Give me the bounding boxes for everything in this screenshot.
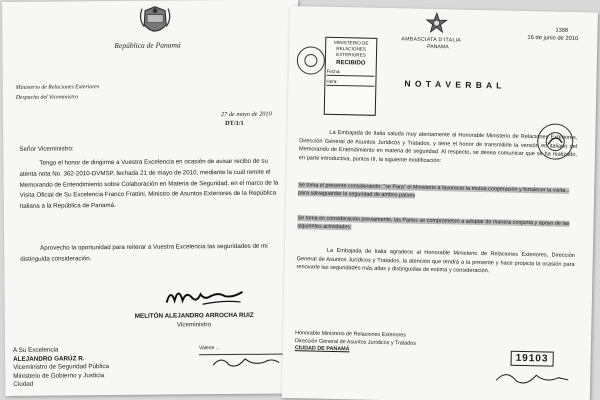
quoted-text-1-content: Se toma el presente considerando: "se Para" el Ministerio a favorecer la mutua cooperación y fortalecer la visita... para salvaguardar la seguridad de ambos países [298, 182, 570, 199]
addressee-city: CIUDAD DE PANAMÁ [294, 345, 350, 353]
body-paragraph-1: Tengo el honor de dirigirme a Vuestra Excelencia en ocasión de avisar recibo de su atenta nota No. 362-2010-DVMSP, fechada 21 de mayo de 2010, mediante la cual remite el Memorando de Entendimiento sobre Colaboración en Materia de Seguridad, en el marco de la Visita Oficial de Su Excelencia Franco Frattini, Ministro de Asuntos Exteriores de la República Italiana a la República de Panamá. [19, 157, 279, 211]
receipt-stamp: Valerie ... [199, 344, 285, 355]
embassy-city: PANAMA [427, 43, 449, 51]
addressee-line: Viceministro de Seguridad Pública [13, 363, 110, 372]
office-name: Despacho del Viceministro [15, 94, 79, 101]
emblem-icon [425, 11, 447, 35]
quoted-text-1 [298, 181, 576, 203]
panama-letter [2, 0, 301, 396]
circular-seal [297, 46, 326, 75]
republic-header: República de Panamá [114, 40, 181, 51]
stamp-line: Hora: [326, 79, 374, 87]
coat-of-arms-icon [138, 5, 172, 41]
salutation: Señor Viceministro: [19, 145, 74, 153]
bottom-stamp: 19103 [511, 351, 554, 367]
quoted-text-2 [297, 214, 575, 236]
signature-mark [162, 282, 246, 311]
note-date: 16 de junio de 2010 [527, 34, 579, 43]
receipt-initials [211, 353, 281, 372]
letter-date: 27 de mayo de 2010 [220, 110, 272, 119]
stamp-line: Fecha: [327, 69, 375, 77]
stamp-line: RELACIONES [336, 45, 366, 52]
ministry-name: Ministerio de Relaciones Exteriores [15, 84, 100, 91]
stamp-line: MINISTERIO DE [333, 39, 369, 46]
letter-ref: DT/1/1 [225, 119, 244, 128]
note-addressee [295, 330, 417, 355]
body-paragraph-2: Aprovecho la oportunidad para reiterar a Vuestra Excelencia las seguridades de mi distinguida consideración. [20, 242, 268, 263]
note-paragraph-2: La Embajada de Italia agradece al Honorable Ministerio de Relaciones Exteriores, Dirección General de Asuntos Jurídicos y Tratados, la atención que tendrá a la presente y hace propicia la ocasión para renovarle las seguridades más altas y distinguidas de estima y consideración. [296, 247, 575, 275]
addressee-line: A Su Excelencia [13, 346, 59, 354]
signer-name: MELITÓN ALEJANDRO ARROCHA RUIZ [134, 311, 254, 320]
addressee-name: ALEJANDRO GARÚZ R. [13, 354, 85, 363]
addressee-line: Honorable Ministerio de Relaciones Exteriores [295, 330, 407, 339]
stamp-received: RECIBIDO [336, 59, 366, 67]
nota-verbal-title: N O T A V E R B A L [404, 78, 503, 91]
note-number: 1308 [555, 27, 569, 34]
embassy-header: AMBASCIATA D'ITALIA [401, 36, 462, 44]
addressee-line: Ciudad [13, 381, 34, 389]
seal-icon [301, 50, 321, 70]
received-stamp [324, 37, 378, 116]
addressee-line: Ministerio de Gobierno y Justicia [13, 371, 105, 380]
note-paragraph-1: La Embajada de Italia saluda muy atentamente al Honorable Ministerio de Relaciones Exteriores, Dirección General de Asuntos Jurídicos y Tratados, y tiene el honor de transmitirle la versión en italiano del Memorando de Entendimiento en materia de seguridad. Al respecto, se desea comunicar que se ha realizado, en parte introductiva, puntos III, la siguiente modificación: [298, 129, 578, 164]
quoted-text-2-content: Se toma en consideración previamente, las Partes se comprometen a adoptar de manera conjunta y apoyo de las siguientes actividades: [297, 215, 570, 231]
signer-title: Viceministro [176, 321, 212, 329]
stamp-signature [492, 366, 572, 390]
italy-nota-verbal [282, 6, 598, 400]
addressee-line: Dirección General de Asuntos Jurídicos y Tratados [294, 337, 417, 347]
stamp-line: EXTERIORES [336, 51, 366, 58]
addressee-block [13, 346, 109, 390]
